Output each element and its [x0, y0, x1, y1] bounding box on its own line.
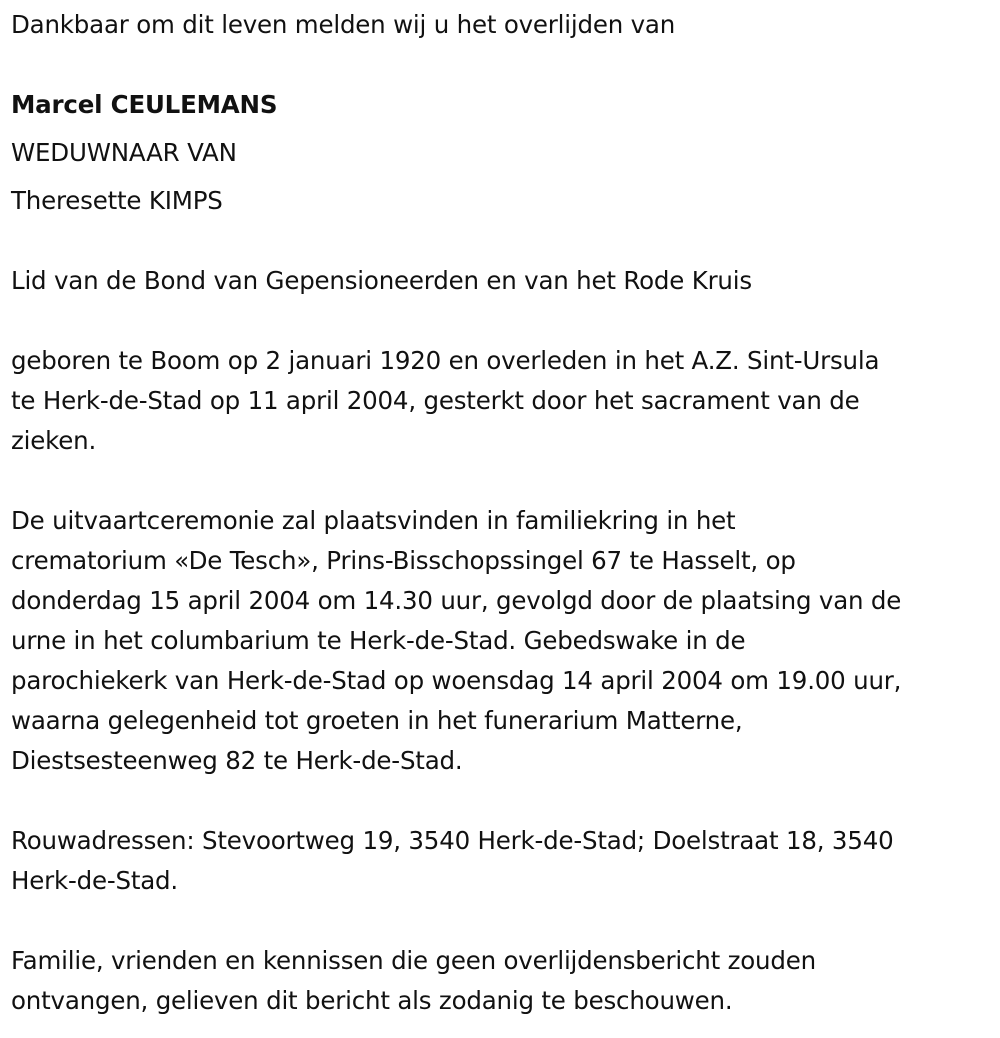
- paragraph-line: donderdag 15 april 2004 om 14.30 uur, gevolgd door de plaatsing van de: [11, 586, 902, 615]
- paragraph-line: Rouwadressen: Stevoortweg 19, 3540 Herk-de-Stad; Doelstraat 18, 3540: [11, 826, 894, 855]
- paragraph-line: zieken.: [11, 426, 97, 455]
- paragraph-line: Familie, vrienden en kennissen die geen overlijdensbericht zouden: [11, 946, 816, 975]
- widower-label: WEDUWNAAR VAN: [11, 138, 237, 167]
- paragraph-line: De uitvaartceremonie zal plaatsvinden in familiekring in het: [11, 506, 736, 535]
- paragraph-line: Diestsesteenweg 82 te Herk-de-Stad.: [11, 746, 463, 775]
- deceased-name: Marcel CEULEMANS: [11, 90, 278, 119]
- paragraph-line: Herk-de-Stad.: [11, 866, 178, 895]
- membership-text: Lid van de Bond van Gepensioneerden en van het Rode Kruis: [11, 266, 752, 295]
- paragraph-line: parochiekerk van Herk-de-Stad op woensdag 14 april 2004 om 19.00 uur,: [11, 666, 902, 695]
- paragraph-line: crematorium «De Tesch», Prins-Bisschopssingel 67 te Hasselt, op: [11, 546, 796, 575]
- intro-text: Dankbaar om dit leven melden wij u het overlijden van: [11, 10, 676, 39]
- spouse-name: Theresette KIMPS: [11, 186, 223, 215]
- paragraph-line: geboren te Boom op 2 januari 1920 en overleden in het A.Z. Sint-Ursula: [11, 346, 880, 375]
- paragraph-line: waarna gelegenheid tot groeten in het funerarium Matterne,: [11, 706, 743, 735]
- paragraph-line: ontvangen, gelieven dit bericht als zodanig te beschouwen.: [11, 986, 733, 1015]
- paragraph-line: te Herk-de-Stad op 11 april 2004, gesterkt door het sacrament van de: [11, 386, 860, 415]
- paragraph-line: urne in het columbarium te Herk-de-Stad. Gebedswake in de: [11, 626, 746, 655]
